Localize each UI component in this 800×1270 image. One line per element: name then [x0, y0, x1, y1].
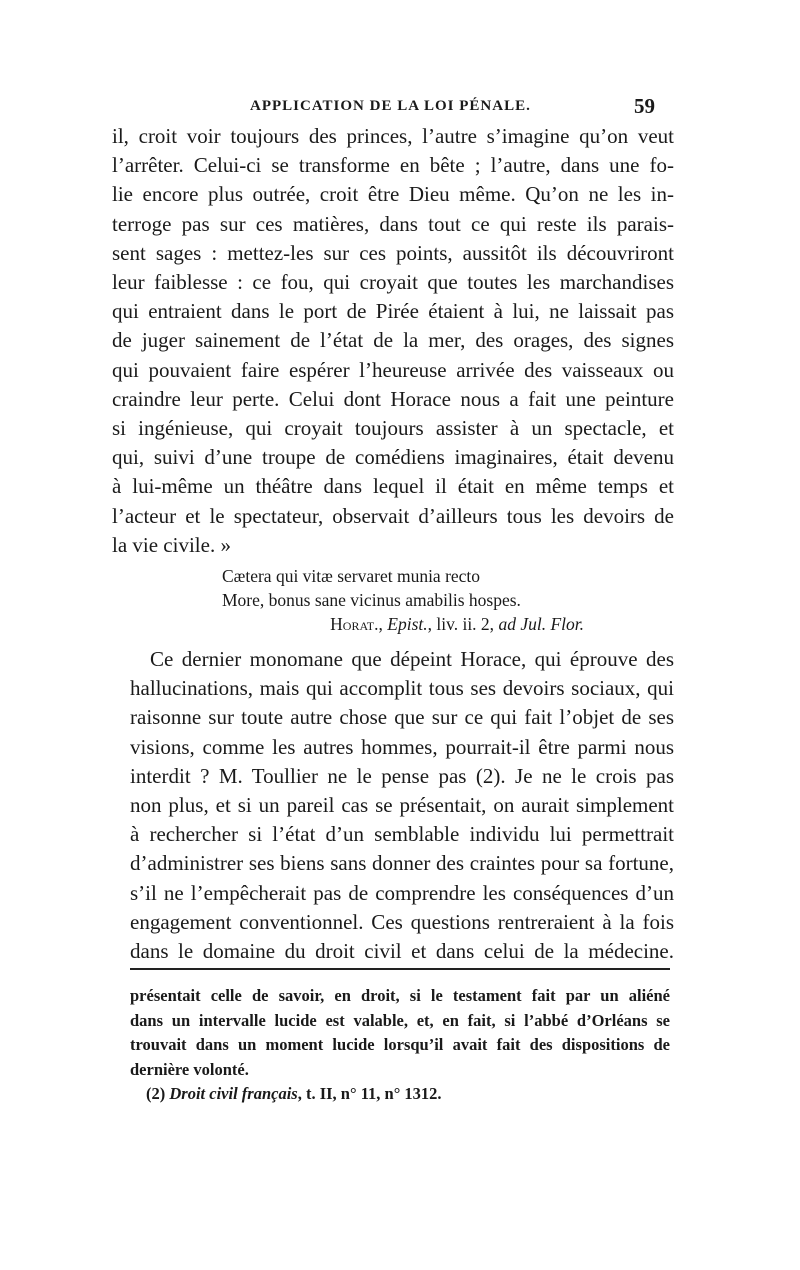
page-number: 59: [634, 94, 655, 118]
quote-source: Horat., Epist., liv. ii. 2, ad Jul. Flor.: [330, 614, 584, 634]
quote-source-work: Epist.: [387, 614, 428, 634]
text-line: engagement conventionnel. Ces questions rentreraient à la fois: [130, 909, 674, 934]
text-line: il, croit voir toujours des princes, l’autre s’imagine qu’on veut: [112, 124, 674, 148]
text-line: la vie civile. »: [112, 532, 231, 557]
text-line: qui entraient dans le port de Pirée étaient à lui, ne laissait pas: [112, 299, 674, 324]
text-line: visions, comme les autres hommes, pourrait-il être parmi nous: [130, 734, 674, 759]
text-line: interdit ? M. Toullier ne le pense pas (2). Je ne le crois pas: [130, 763, 674, 788]
text-line: qui pouvaient faire espérer l’heureuse arrivée des vaisseaux ou: [112, 357, 674, 382]
quote-line: More, bonus sane vicinus amabilis hospes.: [222, 590, 521, 610]
footnote-title: Droit civil français: [169, 1084, 298, 1103]
text-line: non plus, et si un pareil cas se présentait, on aurait simplement: [130, 793, 674, 818]
text-line: à rechercher si l’état d’un semblable individu lui permettrait: [130, 822, 674, 847]
text-line: Ce dernier monomane que dépeint Horace, qui éprouve des: [150, 647, 674, 671]
text-line: hallucinations, mais qui accomplit tous ses devoirs sociaux, qui: [130, 676, 674, 701]
text-line: l’acteur et le spectateur, observait d’ailleurs tous les devoirs de: [112, 503, 674, 528]
text-line: s’il ne l’empêcherait pas de comprendre les conséquences d’un: [130, 880, 674, 905]
footnote-line: dans un intervalle lucide est valable, et, en fait, si l’abbé d’Orléans se: [130, 1010, 670, 1030]
footnote-line: dernière volonté.: [130, 1059, 249, 1079]
text-line: de juger sainement de l’état de la mer, des orages, des signes: [112, 328, 674, 353]
text-line: l’arrêter. Celui-ci se transforme en bête ; l’autre, dans une fo-: [112, 153, 674, 178]
text-line: craindre leur perte. Celui dont Horace nous a fait une peinture: [112, 386, 674, 411]
text-line: terroge pas sur ces matières, dans tout ce qui reste ils parais-: [112, 211, 674, 236]
footnote-marker: (2): [146, 1084, 166, 1103]
quote-source-author: Horat.: [330, 614, 379, 634]
text-line: à lui-même un théâtre dans lequel il était en même temps et: [112, 474, 674, 499]
text-line: lie encore plus outrée, croit être Dieu même. Qu’on ne les in-: [112, 182, 674, 207]
text-line: d’administrer ses biens sans donner des craintes pour sa fortune,: [130, 851, 674, 876]
footnote-citation: , t. II, n° 11, n° 1312.: [297, 1084, 442, 1103]
second-paragraph: [130, 645, 674, 966]
footnote-line: trouvait dans un moment lucide lorsqu’il avait fait des dispositions de: [130, 1035, 670, 1054]
main-text-paragraph: [112, 122, 674, 560]
text-line: raisonne sur toute autre chose que sur ce qui fait l’objet de ses: [130, 705, 674, 730]
quote-source-ref: , liv. ii. 2,: [427, 614, 499, 634]
running-head: APPLICATION DE LA LOI PÉNALE.: [250, 98, 531, 114]
quote-source-addressee: ad Jul. Flor.: [498, 614, 584, 634]
text-line: dans le domaine du droit civil et dans celui de la médecine.: [130, 939, 674, 964]
text-line: leur faiblesse : ce fou, qui croyait que toutes les marchandises: [112, 270, 674, 295]
footnotes: [130, 984, 670, 1107]
text-line: sent sages : mettez-les sur ces points, aussitôt ils découvriront: [112, 240, 674, 265]
text-line: qui, suivi d’une troupe de comédiens imaginaires, était devenu: [112, 445, 674, 470]
footnote-rule: [130, 968, 670, 970]
footnote-2: [130, 1082, 670, 1107]
latin-quotation: [222, 564, 592, 636]
text-line: si ingénieuse, qui croyait toujours assister à un spectacle, et: [112, 416, 674, 441]
quote-line: Cætera qui vitæ servaret munia recto: [222, 566, 481, 586]
footnote-line: présentait celle de savoir, en droit, si le testament fait par un aliéné: [130, 986, 670, 1005]
